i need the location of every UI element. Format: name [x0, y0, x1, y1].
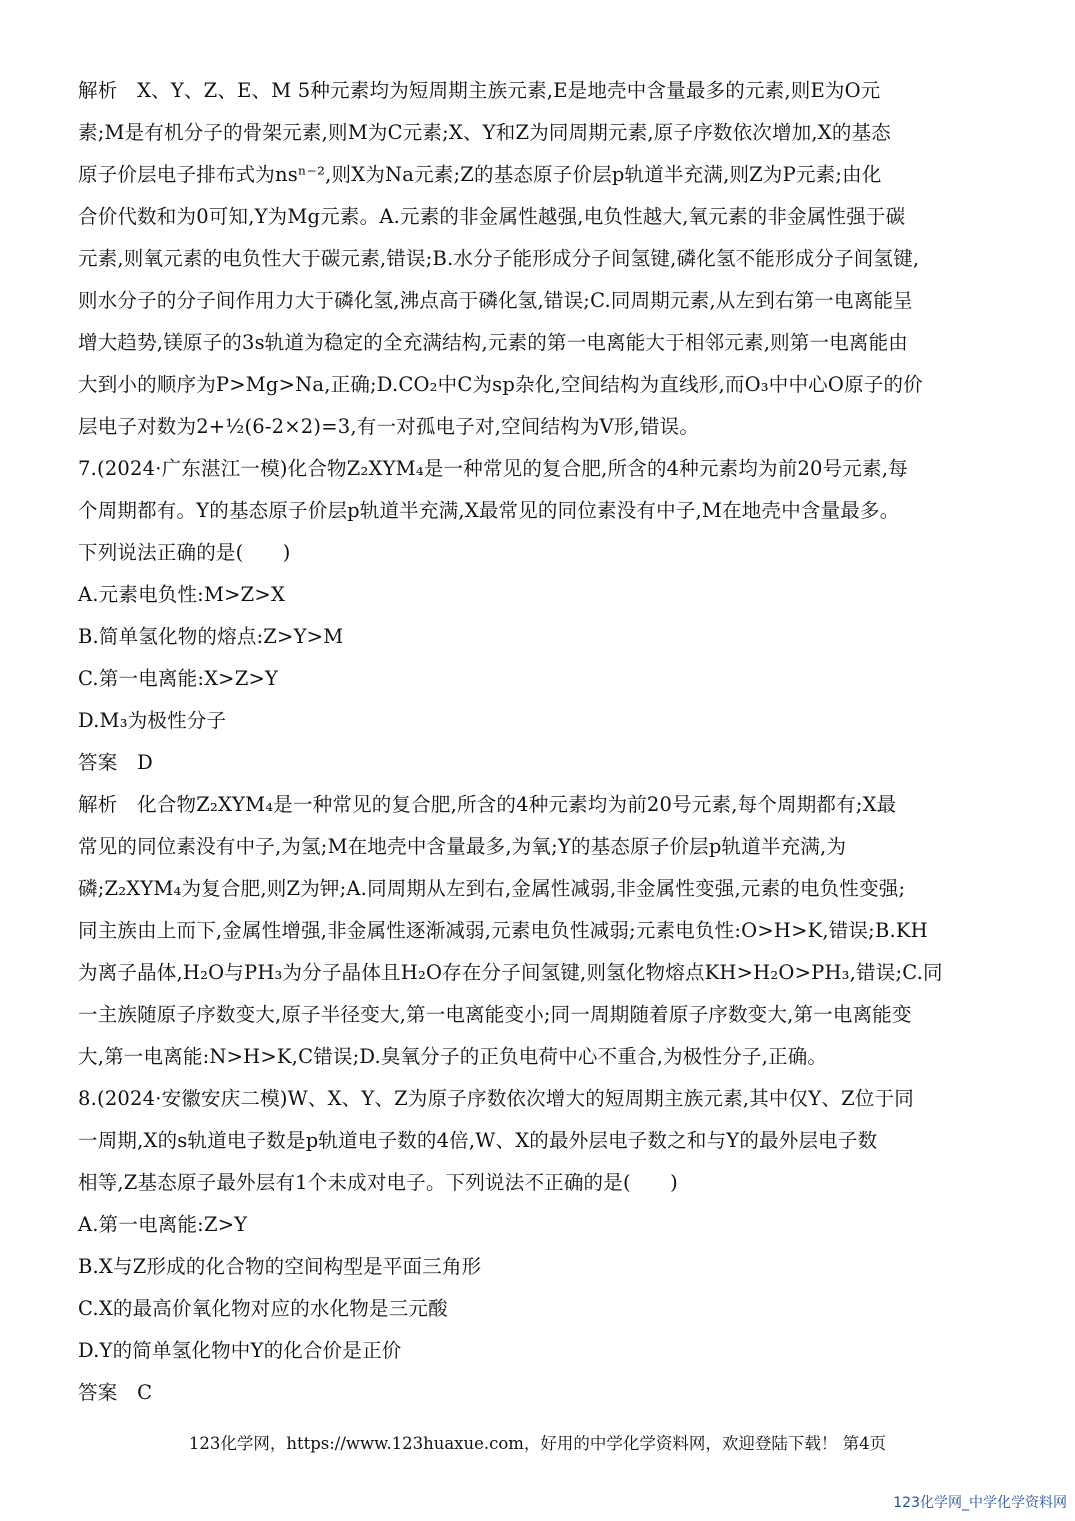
site-watermark: 123化学网_中学化学资料网: [893, 1495, 1067, 1511]
text-line: 元素,则氧元素的电负性大于碳元素,错误;B.水分子能形成分子间氢键,磷化氢不能形成分子间氢键,: [78, 247, 920, 270]
question-7-stem: 个周期都有。Y的基态原子价层p轨道半充满,X最常见的同位素没有中子,M在地壳中含量最多。: [78, 499, 900, 522]
option-a: A.第一电离能:Z>Y: [78, 1213, 248, 1236]
text-line: 素;M是有机分子的骨架元素,则M为C元素;X、Y和Z为同周期元素,原子序数依次增加,X的基态: [78, 121, 891, 144]
option-c: C.X的最高价氧化物对应的水化物是三元酸: [78, 1297, 448, 1320]
answer: 答案 C: [78, 1381, 153, 1404]
text-line: 大到小的顺序为P>Mg>Na,正确;D.CO₂中C为sp杂化,空间结构为直线形,而O₃中中心O原子的价: [78, 373, 923, 396]
option-c: C.第一电离能:X>Z>Y: [78, 667, 279, 690]
analysis-line: 为离子晶体,H₂O与PH₃为分子晶体且H₂O存在分子间氢键,则氢化物熔点KH>H₂O>PH₃,错误;C.同: [78, 961, 943, 984]
text-line: 解析 X、Y、Z、E、M 5种元素均为短周期主族元素,E是地壳中含量最多的元素,则E为O元: [78, 79, 881, 102]
question-7-stem: 7.(2024·广东湛江一模)化合物Z₂XYM₄是一种常见的复合肥,所含的4种元素均为前20号元素,每: [78, 457, 908, 480]
option-d: D.Y的简单氢化物中Y的化合价是正价: [78, 1339, 402, 1362]
text-line: 增大趋势,镁原子的3s轨道为稳定的全充满结构,元素的第一电离能大于相邻元素,则第一电离能由: [78, 331, 909, 354]
analysis-line: 解析 化合物Z₂XYM₄是一种常见的复合肥,所含的4种元素均为前20号元素,每个周期都有;X最: [78, 793, 897, 816]
option-b: B.简单氢化物的熔点:Z>Y>M: [78, 625, 344, 648]
option-d: D.M₃为极性分子: [78, 709, 227, 732]
text-line: 层电子对数为2+½(6-2×2)=3,有一对孤电子对,空间结构为V形,错误。: [78, 415, 700, 438]
analysis-line: 磷;Z₂XYM₄为复合肥,则Z为钾;A.同周期从左到右,金属性减弱,非金属性变强,元素的电负性变强;: [78, 877, 906, 900]
analysis-line: 大,第一电离能:N>H>K,C错误;D.臭氧分子的正负电荷中心不重合,为极性分子,正确。: [78, 1045, 828, 1068]
option-b: B.X与Z形成的化合物的空间构型是平面三角形: [78, 1255, 482, 1278]
option-a: A.元素电负性:M>Z>X: [78, 583, 286, 606]
text-line: 原子价层电子排布式为nsⁿ⁻²,则X为Na元素;Z的基态原子价层p轨道半充满,则Z为P元素;由化: [78, 163, 882, 186]
text-line: 则水分子的分子间作用力大于磷化氢,沸点高于磷化氢,错误;C.同周期元素,从左到右第一电离能呈: [78, 289, 913, 312]
question-7-stem: 下列说法正确的是( ): [78, 541, 291, 564]
text-line: 合价代数和为0可知,Y为Mg元素。A.元素的非金属性越强,电负性越大,氧元素的非金属性强于碳: [78, 205, 906, 228]
analysis-line: 常见的同位素没有中子,为氢;M在地壳中含量最多,为氧;Y的基态原子价层p轨道半充满,为: [78, 835, 847, 858]
analysis-line: 同主族由上而下,金属性增强,非金属性逐渐减弱,元素电负性减弱;元素电负性:O>H>K,错误;B.KH: [78, 919, 928, 942]
question-8-stem: 8.(2024·安徽安庆二模)W、X、Y、Z为原子序数依次增大的短周期主族元素,其中仅Y、Z位于同: [78, 1087, 914, 1110]
document-body: [78, 70, 998, 1414]
answer: 答案 D: [78, 751, 153, 774]
analysis-line: 一主族随原子序数变大,原子半径变大,第一电离能变小;同一周期随着原子序数变大,第一电离能变: [78, 1003, 912, 1026]
question-8-stem: 一周期,X的s轨道电子数是p轨道电子数的4倍,W、X的最外层电子数之和与Y的最外层电子数: [78, 1129, 878, 1152]
question-8-stem: 相等,Z基态原子最外层有1个未成对电子。下列说法不正确的是( ): [78, 1171, 678, 1194]
page-footer: 123化学网，https://www.123huaxue.com，好用的中学化学资料网，欢迎登陆下载！ 第4页: [188, 1434, 887, 1453]
